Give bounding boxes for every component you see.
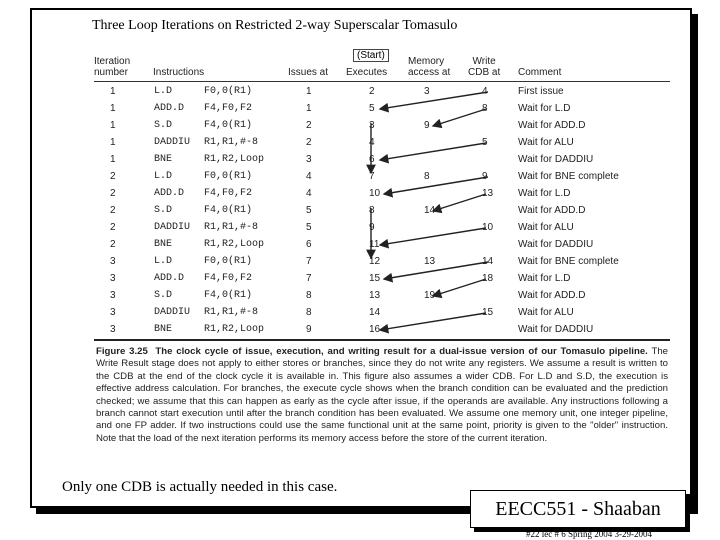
- course-brand: EECC551 - Shaaban: [470, 490, 686, 528]
- cell-iteration: 2: [110, 239, 116, 250]
- cell-opcode: DADDIU: [154, 137, 191, 148]
- cell-iteration: 3: [110, 273, 116, 284]
- cell-memory: 9: [424, 120, 430, 131]
- cell-iteration: 3: [110, 290, 116, 301]
- cell-operands: F0,0(R1): [204, 86, 253, 97]
- cell-opcode: ADD.D: [154, 188, 185, 199]
- cell-execute: 13: [369, 290, 381, 301]
- cell-comment: Wait for DADDIU: [518, 154, 594, 165]
- cell-operands: R1,R1,#-8: [204, 222, 259, 233]
- cell-execute: 12: [369, 256, 381, 267]
- dependency-arrow: [384, 262, 488, 279]
- cell-opcode: BNE: [154, 324, 173, 335]
- cell-issue: 3: [306, 154, 312, 165]
- dependency-arrow: [380, 143, 486, 160]
- cell-iteration: 1: [110, 120, 116, 131]
- cell-operands: R1,R1,#-8: [204, 137, 259, 148]
- cell-iteration: 2: [110, 222, 116, 233]
- cell-opcode: DADDIU: [154, 222, 191, 233]
- cell-operands: F4,F0,F2: [204, 273, 253, 284]
- dependency-arrows: [88, 48, 676, 348]
- cell-opcode: BNE: [154, 239, 173, 250]
- cell-operands: F4,F0,F2: [204, 103, 253, 114]
- cell-comment: Wait for BNE complete: [518, 171, 619, 182]
- cell-iteration: 1: [110, 103, 116, 114]
- cell-operands: R1,R2,Loop: [204, 239, 265, 250]
- cell-operands: F4,F0,F2: [204, 188, 253, 199]
- cell-write: 13: [482, 188, 494, 199]
- cell-comment: Wait for ADD.D: [518, 120, 586, 131]
- cell-execute: 3: [369, 120, 375, 131]
- cell-execute: 10: [369, 188, 381, 199]
- cell-write: 8: [482, 103, 488, 114]
- cell-write: 9: [482, 171, 488, 182]
- cell-operands: F0,0(R1): [204, 171, 253, 182]
- cell-write: 14: [482, 256, 494, 267]
- header-memory-access: Memory access at: [408, 56, 451, 78]
- cell-opcode: S.D: [154, 205, 173, 216]
- cell-operands: R1,R1,#-8: [204, 307, 259, 318]
- cell-issue: 7: [306, 273, 312, 284]
- cell-execute: 7: [369, 171, 375, 182]
- cell-issue: 2: [306, 137, 312, 148]
- cell-issue: 5: [306, 205, 312, 216]
- cell-comment: Wait for L.D: [518, 188, 571, 199]
- cell-iteration: 1: [110, 137, 116, 148]
- caption-bold-text: The clock cycle of issue, execution, and writing result for a dual-issue version of our Tomasulo pipeline.: [155, 346, 648, 357]
- cell-comment: Wait for ALU: [518, 222, 574, 233]
- cell-write: 4: [482, 86, 488, 97]
- cell-issue: 1: [306, 86, 312, 97]
- cell-opcode: ADD.D: [154, 273, 185, 284]
- caption-body: The Write Result stage does not apply to either stores or branches, since they do not write any registers. We assume a result is written to the CDB at the end of the clock cycle it is available in. This figure also assumes a wider CDB. For L.D and S.D, the execution is effective address calculation. For branches, the execute cycle shows when the branch condition can be evaluated and the prediction checked; we assume that this can happen as early as the cycle after issue, if the operands are available. Any instructions following a branch cannot start execution until after the branch condition has been evaluated. We assume one memory unit, one integer pipeline, and one FP adder. If two instructions could use the same functional unit at the same point, priority is given to the "older" instruction. Note that the load of the next iteration performs its memory access before the store of the current iteration.: [96, 346, 668, 444]
- dependency-arrow: [433, 109, 486, 126]
- cell-operands: F4,0(R1): [204, 290, 253, 301]
- slide-title: Three Loop Iterations on Restricted 2-way Superscalar Tomasulo: [92, 18, 458, 33]
- cell-execute: 11: [369, 239, 380, 250]
- cell-memory: 13: [424, 256, 436, 267]
- cell-comment: First issue: [518, 86, 564, 97]
- cell-comment: Wait for DADDIU: [518, 324, 594, 335]
- cell-comment: Wait for L.D: [518, 273, 571, 284]
- cell-operands: F0,0(R1): [204, 256, 253, 267]
- header-issues-at: Issues at: [288, 67, 329, 78]
- cell-opcode: ADD.D: [154, 103, 185, 114]
- header-comment: Comment: [518, 67, 562, 78]
- cell-iteration: 1: [110, 86, 116, 97]
- dependency-arrow: [380, 313, 486, 330]
- cell-execute: 15: [369, 273, 381, 284]
- cell-iteration: 2: [110, 205, 116, 216]
- cell-iteration: 3: [110, 307, 116, 318]
- dependency-arrow: [380, 228, 486, 245]
- cell-execute: 6: [369, 154, 375, 165]
- cell-write: 10: [482, 222, 494, 233]
- cell-execute: 5: [369, 103, 375, 114]
- cell-opcode: BNE: [154, 154, 173, 165]
- cell-comment: Wait for ADD.D: [518, 290, 586, 301]
- dependency-arrow: [433, 279, 486, 296]
- cell-comment: Wait for ALU: [518, 307, 574, 318]
- cell-opcode: S.D: [154, 120, 173, 131]
- dependency-arrow: [433, 194, 486, 211]
- cell-comment: Wait for L.D: [518, 103, 571, 114]
- cell-issue: 7: [306, 256, 312, 267]
- header-executes: Executes: [346, 67, 388, 78]
- cell-operands: R1,R2,Loop: [204, 324, 265, 335]
- cell-operands: F4,0(R1): [204, 120, 253, 131]
- cell-issue: 4: [306, 171, 312, 182]
- cell-execute: 4: [369, 137, 375, 148]
- header-write-cdb: Write CDB at: [468, 56, 501, 78]
- cell-execute: 9: [369, 222, 375, 233]
- cell-issue: 8: [306, 307, 312, 318]
- cell-issue: 1: [306, 103, 312, 114]
- cell-execute: 16: [369, 324, 381, 335]
- cell-comment: Wait for BNE complete: [518, 256, 619, 267]
- cell-issue: 4: [306, 188, 312, 199]
- cell-iteration: 2: [110, 171, 116, 182]
- figure-caption: [96, 346, 668, 445]
- cell-issue: 5: [306, 222, 312, 233]
- caption-label: Figure 3.25: [96, 346, 148, 357]
- cell-comment: Wait for DADDIU: [518, 239, 594, 250]
- cell-opcode: L.D: [154, 171, 173, 182]
- cell-operands: F4,0(R1): [204, 205, 253, 216]
- cell-opcode: DADDIU: [154, 307, 191, 318]
- cell-operands: R1,R2,Loop: [204, 154, 265, 165]
- cell-memory: 3: [424, 86, 430, 97]
- cell-comment: Wait for ALU: [518, 137, 574, 148]
- cell-iteration: 2: [110, 188, 116, 199]
- cell-iteration: 1: [110, 154, 116, 165]
- dependency-arrow: [380, 92, 488, 109]
- header-instructions: Instructions: [153, 67, 205, 78]
- cell-opcode: L.D: [154, 256, 173, 267]
- cell-write: 15: [482, 307, 494, 318]
- cell-issue: 6: [306, 239, 312, 250]
- cell-memory: 19: [424, 290, 436, 301]
- cell-issue: 2: [306, 120, 312, 131]
- cell-issue: 9: [306, 324, 312, 335]
- header-iteration: Iteration number: [94, 56, 131, 78]
- cell-opcode: S.D: [154, 290, 173, 301]
- cell-execute: 14: [369, 307, 381, 318]
- figure-table: [88, 48, 676, 468]
- cell-iteration: 3: [110, 256, 116, 267]
- cell-write: 5: [482, 137, 488, 148]
- dependency-arrow: [384, 177, 488, 194]
- cell-opcode: L.D: [154, 86, 173, 97]
- cell-comment: Wait for ADD.D: [518, 205, 586, 216]
- start-label: (Start): [353, 49, 389, 62]
- cell-memory: 14: [424, 205, 436, 216]
- cell-memory: 8: [424, 171, 430, 182]
- cell-issue: 8: [306, 290, 312, 301]
- slide-footer: #22 lec # 6 Spring 2004 3-29-2004: [526, 529, 652, 539]
- cell-iteration: 3: [110, 324, 116, 335]
- cell-execute: 8: [369, 205, 375, 216]
- cell-write: 18: [482, 273, 494, 284]
- slide-note: Only one CDB is actually needed in this case.: [62, 479, 338, 495]
- cell-execute: 2: [369, 86, 375, 97]
